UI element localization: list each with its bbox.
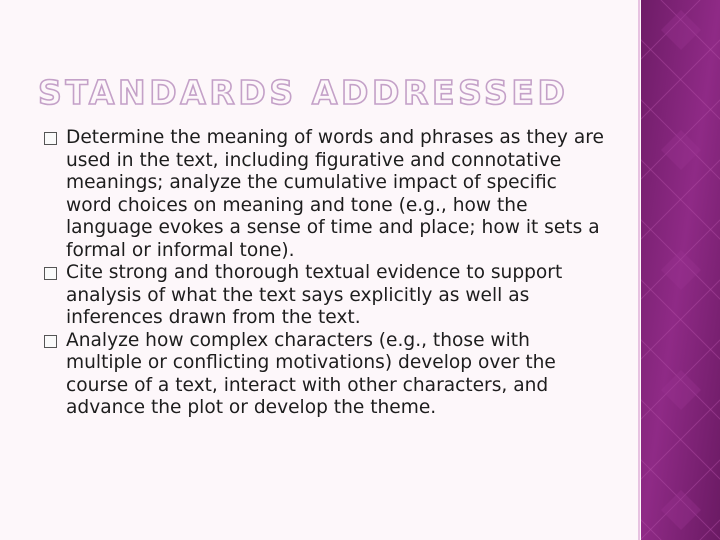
bullet-text: Analyze how complex characters (e.g., those with multiple or conflicting motivations) develop over the course of a text, interact with other characters, and advance the plot or develop the theme. xyxy=(66,329,556,418)
decorative-side-panel xyxy=(641,0,720,540)
side-divider xyxy=(638,0,640,540)
bullet-text: Determine the meaning of words and phrases as they are used in the text, including figurative and connotative meanings; analyze the cumulative impact of specific word choices on meaning and tone (e.g., how the language evokes a sense of time and place; how it sets a formal or informal tone). xyxy=(66,127,604,261)
list-item xyxy=(44,262,604,330)
standards-list xyxy=(44,127,604,420)
checkbox-bullet-icon xyxy=(44,267,57,280)
bullet-text: Cite strong and thorough textual evidence to support analysis of what the text says explicitly as well as inferences drawn from the text. xyxy=(66,262,563,328)
checkbox-bullet-icon xyxy=(44,132,57,145)
list-item xyxy=(44,330,604,420)
slide-title: STANDARDS ADDRESSED xyxy=(38,73,569,112)
checkbox-bullet-icon xyxy=(44,335,57,348)
list-item xyxy=(44,127,604,262)
diamond-pattern-graphic xyxy=(641,0,720,540)
